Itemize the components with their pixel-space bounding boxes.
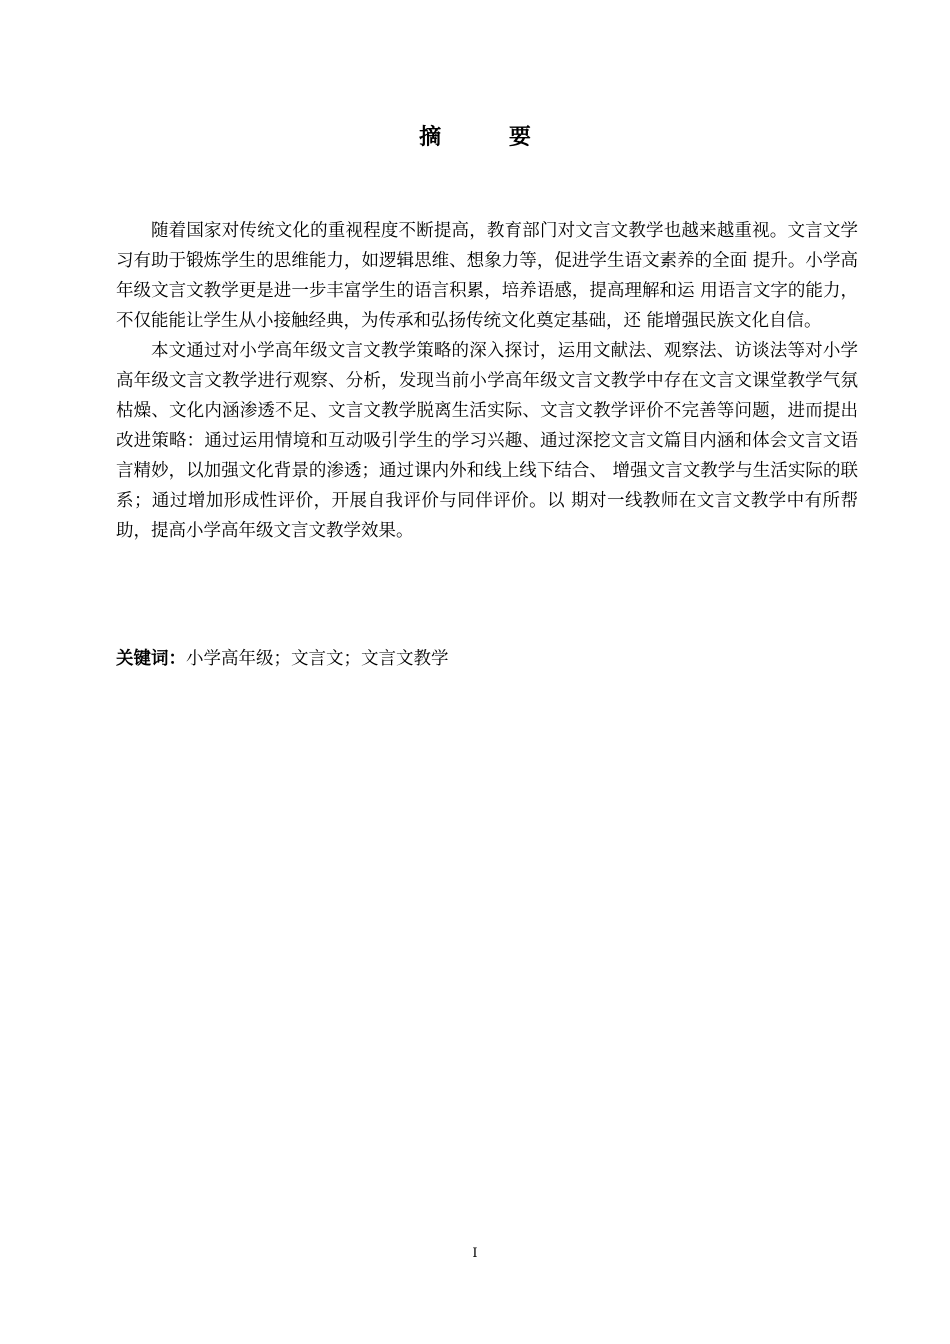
keywords-value: 小学高年级；文言文；文言文教学 bbox=[186, 649, 449, 669]
abstract-paragraph-2: 本文通过对小学高年级文言文教学策略的深入探讨，运用文献法、观察法、访谈法等对小学高年级文言文教学进行观察、分析，发现当前小学高年级文言文教学中存在文言文课堂教学气氛枯燥、文化内涵渗透不足、文言文教学脱离生活实际、文言文教学评价不完善等问题，进而提出改进策略：通过运用情境和互动吸引学生的学习兴趣、通过深挖文言文篇目内涵和体会文言文语言精妙，以加强文化背景的渗透；通过课内外和线上线下结合、 增强文言文教学与生活实际的联系；通过增加形成性评价，开展自我评价与同伴评价。以 期对一线教师在文言文教学中有所帮助，提高小学高年级文言文教学效果。 bbox=[116, 341, 858, 541]
keywords-line bbox=[116, 644, 858, 674]
keywords-label: 关键词： bbox=[116, 649, 186, 669]
page-number: I bbox=[472, 1246, 478, 1261]
abstract-paragraph-1: 随着国家对传统文化的重视程度不断提高，教育部门对文言文教学也越来越重视。文言文学习有助于锻炼学生的思维能力，如逻辑思维、想象力等，促进学生语文素养的全面 提升。小学高年级文言文教学更是进一步丰富学生的语言积累，培养语感，提高理解和运 用语言文字的能力，不仅能能让学生从小接触经典，为传承和弘扬传统文化奠定基础，还 能增强民族文化自信。 bbox=[116, 221, 858, 331]
abstract-body bbox=[116, 216, 858, 546]
abstract-title: 摘 要 bbox=[419, 125, 561, 150]
